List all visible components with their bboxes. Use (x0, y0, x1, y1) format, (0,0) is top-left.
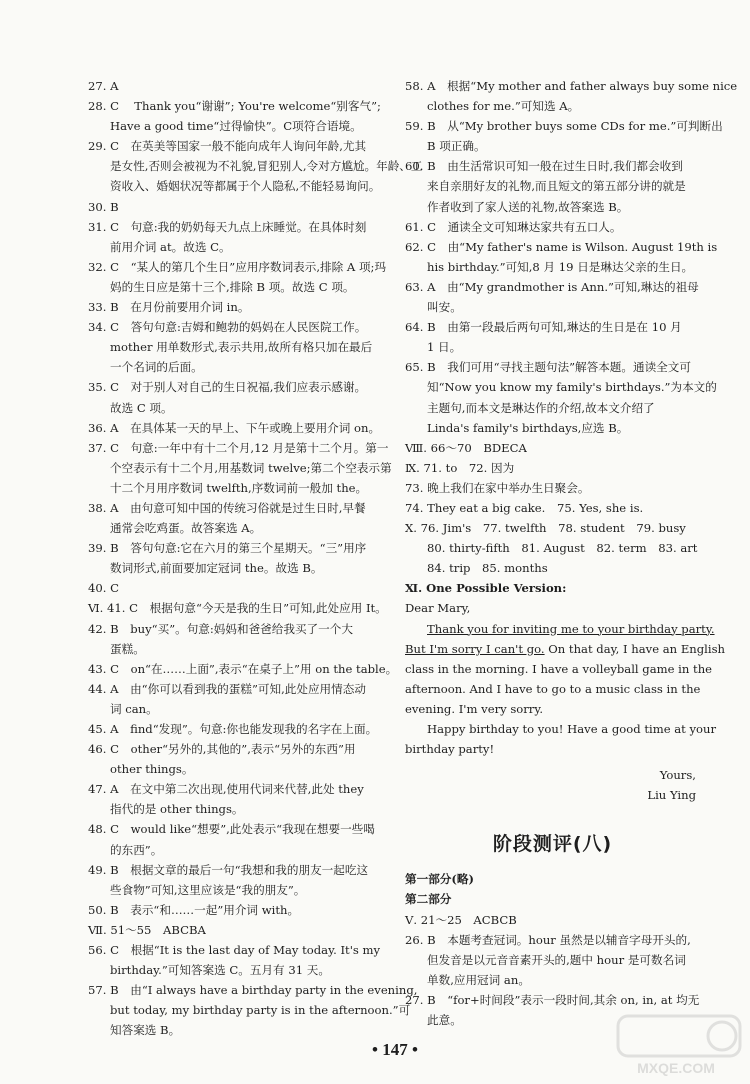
answer-line: mother 用单数形式,表示共用,故所有格只加在最后 (110, 340, 373, 355)
answer-line: 35. C 对于别人对自己的生日祝福,我们应表示感谢。 (88, 380, 367, 395)
essay-line: Thank you for inviting me to your birthday party. (427, 621, 715, 636)
answer-line: 56. C 根据“It is the last day of May today. It's my (88, 943, 381, 958)
answer-line: 58. A 根据“My mother and father always buy some nice (405, 79, 738, 93)
answer-line: 50. B 表示“和……一起”用介词 with。 (88, 902, 300, 917)
answer-line: 31. C 句意:我的奶奶每天九点上床睡觉。在具体时刻 (88, 219, 367, 234)
answer-line: 47. A 在文中第二次出现,使用代词来代替,此处 they (88, 782, 364, 797)
section-title: 阶段测评(八) (492, 833, 613, 856)
answer-line: 个空表示有十二个月,用基数词 twelve;第二个空表示第 (110, 460, 392, 475)
answer-line: 45. A find“发现”。句意:你也能发现我的名字在上面。 (88, 722, 378, 736)
answer-line: 64. B 由第一段最后两句可知,琳达的生日是在 10 月 (405, 320, 682, 335)
answer-line: 33. B 在月份前要用介词 in。 (88, 300, 250, 315)
answer-line: 44. A 由“你可以看到我的蛋糕”可知,此处应用情态动 (88, 681, 366, 696)
answer-line: B 项正确。 (427, 139, 486, 154)
answer-line: 此意。 (427, 1013, 462, 1028)
answer-line: 26. B 本题考查冠词。hour 虽然是以辅音字母开头的, (405, 932, 691, 947)
answer-line: 49. B 根据文章的最后一句“我想和我的朋友一起吃这 (88, 862, 369, 877)
essay-line: afternoon. And I have to go to a music class in the (405, 681, 701, 696)
answer-line: 38. A 由句意可知中国的传统习俗就是过生日时,早餐 (88, 500, 366, 515)
essay-line-underlined: But I'm sorry I can't go. (405, 641, 545, 656)
answer-line: Ⅹ. 76. Jim's 77. twelfth 78. student 79. busy (405, 521, 686, 536)
answer-line: 指代的是 other things。 (110, 802, 244, 817)
answer-line: 57. B 由“I always have a birthday party in the evening, (88, 983, 418, 998)
answer-line: 59. B 从“My brother buys some CDs for me.”可判断出 (405, 119, 723, 134)
answer-line: 故选 C 项。 (110, 400, 173, 415)
answer-line: 主题句,而本文是琳达作的介绍,故本文介绍了 (427, 400, 655, 415)
answer-line: 通常会吃鸡蛋。故答案选 A。 (110, 521, 262, 536)
answer-line: clothes for me.”可知选 A。 (427, 99, 580, 114)
answer-line: 词 can。 (110, 701, 158, 716)
answer-line: 1 日。 (427, 340, 462, 355)
answer-line: 是女性,否则会被视为不礼貌,冒犯别人,令对方尴尬。年龄、工 (110, 159, 423, 174)
answer-line: 43. C on“在……上面”,表示“在桌子上”用 on the table。 (88, 661, 398, 676)
right-column (405, 76, 738, 1030)
answer-line: 39. B 答句句意:它在六月的第三个星期天。“三”用序 (88, 541, 367, 556)
answer-list-top (405, 76, 738, 578)
answer-line: 作者收到了家人送的礼物,故答案选 B。 (427, 199, 629, 214)
answer-line: 61. C 通读全文可知琳达家共有五口人。 (405, 219, 622, 234)
answer-line: 63. A 由“My grandmother is Ann.”可知,琳达的祖母 (405, 279, 699, 294)
answer-line: 42. B buy“买”。句意:妈妈和爸爸给我买了一个大 (88, 621, 353, 636)
answer-line: 前用介词 at。故选 C。 (110, 239, 231, 254)
answer-line: 46. C other“另外的,其他的”,表示“另外的东西”用 (88, 742, 356, 757)
answer-line: but today, my birthday party is in the afternoon.”可 (110, 1003, 411, 1018)
answer-line: Have a good time“过得愉快”。C项符合语境。 (110, 119, 362, 134)
essay-line (405, 639, 726, 659)
answer-line: 32. C “某人的第几个生日”应用序数词表示,排除 A 项;玛 (88, 259, 387, 274)
answer-line: 些食物”可知,这里应该是“我的朋友”。 (110, 882, 306, 897)
answer-line: 48. C would like“想要”,此处表示“我现在想要一些喝 (88, 822, 375, 837)
answer-line: 60. B 由生活常识可知一般在过生日时,我们都会收到 (405, 159, 683, 174)
answer-line: 84. trip 85. months (427, 561, 548, 576)
answer-line: Ⅶ. 51～55 ABCBA (88, 922, 206, 937)
answer-line: his birthday.”可知,8 月 19 日是琳达父亲的生日。 (427, 259, 694, 274)
answer-line: 34. C 答句句意:吉姆和鲍勃的妈妈在人民医院工作。 (88, 320, 367, 335)
answer-line: 第一部分(略) (405, 872, 474, 887)
answer-line: birthday.”可知答案选 C。五月有 31 天。 (110, 963, 330, 978)
answer-line: 73. 晚上我们在家中举办生日聚会。 (405, 480, 590, 495)
answer-line: 的东西”。 (110, 842, 163, 857)
answer-line: 27. B “for+时间段”表示一段时间,其余 on, in, at 均无 (405, 992, 700, 1007)
page-number: • 147 • (372, 1040, 418, 1059)
answer-line: 62. C 由“My father's name is Wilson. August 19th is (405, 239, 718, 254)
answer-line: 80. thirty-fifth 81. August 82. term 83. art (427, 541, 698, 556)
answer-line: 来自亲朋好友的礼物,而且短文的第五部分讲的就是 (427, 179, 686, 194)
answer-line: 但发音是以元音音素开头的,题中 hour 是可数名词 (427, 952, 686, 967)
answer-line: 36. A 在具体某一天的早上、下午或晚上要用介词 on。 (88, 420, 381, 435)
answer-line: 资收入、婚姻状况等都属于个人隐私,不能轻易询问。 (110, 179, 381, 194)
answer-line: 37. C 句意:一年中有十二个月,12 月是第十二个月。第一 (88, 440, 389, 455)
essay-line: Happy birthday to you! Have a good time at your (427, 722, 717, 736)
answer-line: 知答案选 B。 (110, 1023, 181, 1038)
essay-signature: Liu Ying (647, 788, 696, 803)
answer-line: 妈的生日应是第十三个,排除 B 项。故选 C 项。 (110, 279, 355, 294)
answer-line: 40. C (88, 581, 119, 596)
answer-line: Ⅵ. 41. C 根据句意“今天是我的生日”可知,此处应用 It。 (88, 601, 387, 616)
essay-greeting: Dear Mary, (405, 601, 471, 616)
answer-line: 28. C Thank you“谢谢”; You're welcome“别客气”; (88, 99, 381, 114)
answer-line: 数词形式,前面要加定冠词 the。故选 B。 (110, 561, 323, 576)
answer-line: 叫安。 (427, 300, 462, 315)
answer-line: 74. They eat a big cake. 75. Yes, she is. (405, 500, 644, 515)
answer-line: 30. B (88, 199, 119, 214)
watermark-icon (614, 1010, 744, 1080)
answer-line: other things。 (110, 762, 194, 777)
answer-list-bottom (405, 869, 700, 1030)
answer-line: 蛋糕。 (110, 641, 145, 656)
answer-line: 十二个月用序数词 twelfth,序数词前一般加 the。 (110, 480, 368, 495)
answer-line: 第二部分 (405, 892, 452, 907)
essay-heading: Ⅺ. One Possible Version: (405, 581, 567, 596)
answer-line: 一个名词的后面。 (110, 360, 203, 375)
answer-line: Ⅸ. 71. to 72. 因为 (405, 460, 515, 475)
essay-line: class in the morning. I have a volleyball game in the (405, 661, 713, 676)
essay-line-rest: On that day, I have an English (544, 641, 726, 656)
writing-essay (405, 578, 726, 805)
answer-line: 65. B 我们可用“寻找主题句法”解答本题。通读全文可 (405, 360, 691, 375)
essay-line: birthday party! (405, 742, 495, 757)
essay-line: evening. I'm very sorry. (405, 701, 544, 716)
answer-line: 27. A (88, 79, 119, 93)
left-column (88, 76, 423, 1041)
answer-line: 单数,应用冠词 an。 (427, 972, 530, 987)
answer-line: Ⅴ. 21～25 ACBCB (405, 912, 517, 927)
answer-line: 知“Now you know my family's birthdays.”为本文的 (427, 380, 717, 395)
answer-line: Ⅷ. 66～70 BDECA (405, 440, 527, 455)
watermark-text: MXQE.COM (637, 1060, 715, 1076)
answer-line: Linda's family's birthdays,应选 B。 (427, 420, 629, 435)
essay-closing: Yours, (659, 768, 696, 783)
answer-line: 29. C 在英美等国家一般不能向成年人询问年龄,尤其 (88, 139, 367, 154)
watermark-logo (614, 1010, 744, 1080)
